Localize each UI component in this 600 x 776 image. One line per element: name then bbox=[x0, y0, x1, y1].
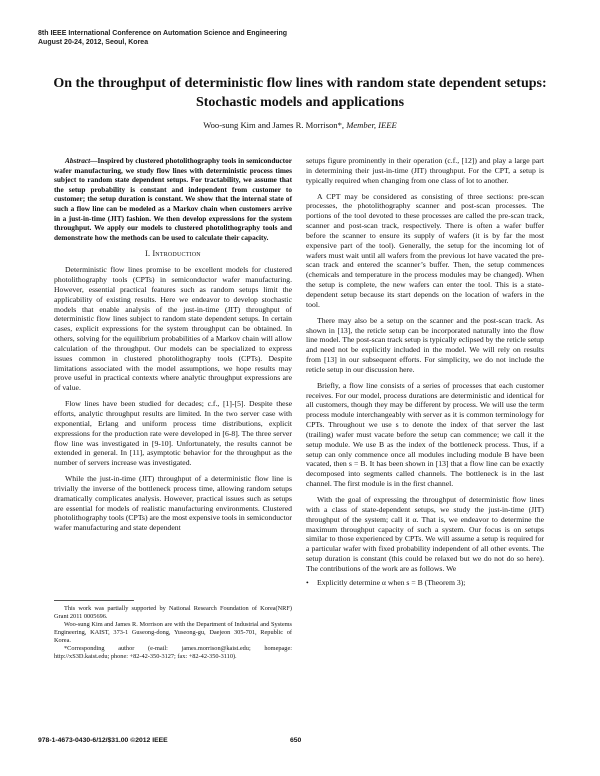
section-numeral: I. bbox=[145, 249, 151, 259]
conference-name: 8th IEEE International Conference on Automation Science and Engineering bbox=[38, 30, 288, 37]
abstract-label: Abstract bbox=[65, 156, 91, 165]
footnotes bbox=[54, 605, 292, 661]
right-column bbox=[306, 156, 544, 588]
section-heading-introduction bbox=[54, 249, 292, 259]
footnote-divider bbox=[54, 600, 134, 601]
author-line bbox=[40, 120, 560, 130]
bullet-icon: • bbox=[306, 577, 309, 587]
footnote: This work was partially supported by National Research Foundation of Korea(NRF) Grant 2011 0005696. bbox=[54, 605, 292, 620]
paragraph: Briefly, a flow line consists of a series of processes that each customer receives. For our model, process durations are deterministic and identical for all customers, though they may be different by process. We will use the term process module interchangeably with server as it is common terminology for CPTs. Throughout we use s to denote the index of that server the last (trailing) wafer must vacate before the setup can commence; we call it the setup module. We use B as the index of the bottleneck process. Thus, if a setup can only commence once all modules including module B have been vacated, then s = B. It has been shown in [13] that a flow line can be exactly decomposed into segments called channels. The bottleneck is in the last channel. The first module is in the first channel. bbox=[306, 380, 544, 489]
author-names: Woo-sung Kim and James R. Morrison*, bbox=[203, 120, 345, 130]
paragraph-continued: setups figure prominently in their operation (c.f., [12]) and play a large part in determining their just-in-time (JIT) throughput. For the CPT, a setup is typically required when changing from one class of lot to another. bbox=[306, 156, 544, 185]
section-title: Introduction bbox=[152, 249, 201, 259]
paragraph: While the just-in-time (JIT) throughput of a deterministic flow line is trivially the inverse of the bottleneck process time, allowing random setups dramatically complicates analysis. However, practical issues such as setups are essential for models of realistic manufacturing environments. Clustered photolithography tools (CPTs) are the most expensive tools in semiconductor wafer manufacturing and state dependent bbox=[54, 474, 292, 533]
paragraph: With the goal of expressing the throughput of deterministic flow lines with a class of state-dependent setups, we study the just-in-time (JIT) throughput of the system; call it α. That is, we endeavor to determine the maximum throughput capacity of such a system. Our focus is on setups similar to those experienced by CPTs. We will assume a setup is required for a particular wafer with fixed probability independent of all other events. The setup duration is constant (this could be relaxed but we do not do so here). The contributions of the work are as follows. We bbox=[306, 495, 544, 573]
paper-title: On the throughput of deterministic flow lines with random state dependent setups: Stochastic models and applications bbox=[53, 76, 547, 110]
abstract-text: —Inspired by clustered photolithography tools in semiconductor wafer manufacturing, we study flow lines with deterministic process times subject to random state dependent setups. For tractability, we assume that the setup probability is constant and independent from customer to customer; the setup duration is constant. We show that the internal state of such a flow line can be modeled as a Markov chain when customers arrive in a just-in-time (JIT) fashion. We then develop expressions for the system throughput. We apply our models to clustered photolithography tools and demonstrate how the methods can be used to calculate their capacity. bbox=[54, 156, 292, 242]
conference-date: August 20-24, 2012, Seoul, Korea bbox=[38, 38, 149, 46]
footnote: *Corresponding author (e-mail: james.morrison@kaist.edu; homepage: http://xS3D.kaist.edu; phone: +82-42-350-3127; fax: +82-42-350-3110). bbox=[54, 645, 292, 660]
contribution-bullet bbox=[306, 578, 544, 588]
page-number: 650 bbox=[290, 737, 302, 744]
author-membership: Member, IEEE bbox=[346, 120, 397, 130]
conference-header bbox=[38, 30, 558, 47]
paragraph: Deterministic flow lines promise to be excellent models for clustered photolithography tools (CPTs) in semiconductor wafer manufacturing. However, essential practical features such as random setups limit the applicability of existing results. Here we endeavor to develop stochastic models that enable analysis of the just-in-time (JIT) throughput of deterministic flow lines subject to random state dependent setups. In certain cases, explicit expressions for the system throughput can be obtained. In others, solving for the equilibrium probabilities of a Markov chain will allow calculation of the throughput. Our models can be specialized to express issues common in clustered photolithography tools (CPTs). Despite limitations associated with the model assumptions, we hope results may prove useful in practical contexts where analytic throughput expressions are of value. bbox=[54, 265, 292, 393]
left-column bbox=[54, 156, 292, 539]
footer-isbn: 978-1-4673-0430-6/12/$31.00 ©2012 IEEE bbox=[38, 737, 168, 744]
abstract bbox=[54, 156, 292, 242]
paragraph: Flow lines have been studied for decades; c.f., [1]-[5]. Despite these efforts, analytic throughput results are limited. In the two server case with exponential, Erlang and uniform process time distributions, explicit expressions for the production rate were developed in [6-8]. The three server flow line was investigated in [9-10]. Unfortunately, the results cannot be extended in general. In [11], asymptotic behavior for the throughput as the number of servers increase was investigated. bbox=[54, 399, 292, 468]
footnote: Woo-sung Kim and James R. Morrison are with the Department of Industrial and Systems Engineering, KAIST, 373-1 Guseong-dong, Yuseong-gu, Daejeon 305-701, Republic of Korea. bbox=[54, 621, 292, 644]
bullet-text: Explicitly determine α when s = B (Theorem 3); bbox=[317, 577, 466, 587]
paragraph: A CPT may be considered as consisting of three sections: pre-scan processes, the photolithography scanner and post-scan processes. The portions of the tool devoted to these processes are called the pre-scan track, scanner and post-scan track, respectively. There is often a wafer buffer before the scanner to ensure its supply of wafers (it is by far the most expensive part of the tool). Generally, the setup for the incoming lot of wafers must wait until all wafers from the previous lot have vacated the pre-scan track and entered the scanner’s buffer. Then, the setup commences (chemicals and temperature in the process modules may be changed). When the setup is complete, the new wafers can enter the tool. This is a state-dependent setup because its start depends on the location of wafers in the tool. bbox=[306, 191, 544, 309]
paragraph: There may also be a setup on the scanner and the post-scan track. As shown in [13], the reticle setup can be incorporated naturally into the flow line model. The post-scan track setup is typically eclipsed by the reticle setup and need not be explicitly included in the model. We will rely on results from [13] in our subsequent efforts. For simplicity, we do not include the reticle setup in our discussion here. bbox=[306, 315, 544, 374]
